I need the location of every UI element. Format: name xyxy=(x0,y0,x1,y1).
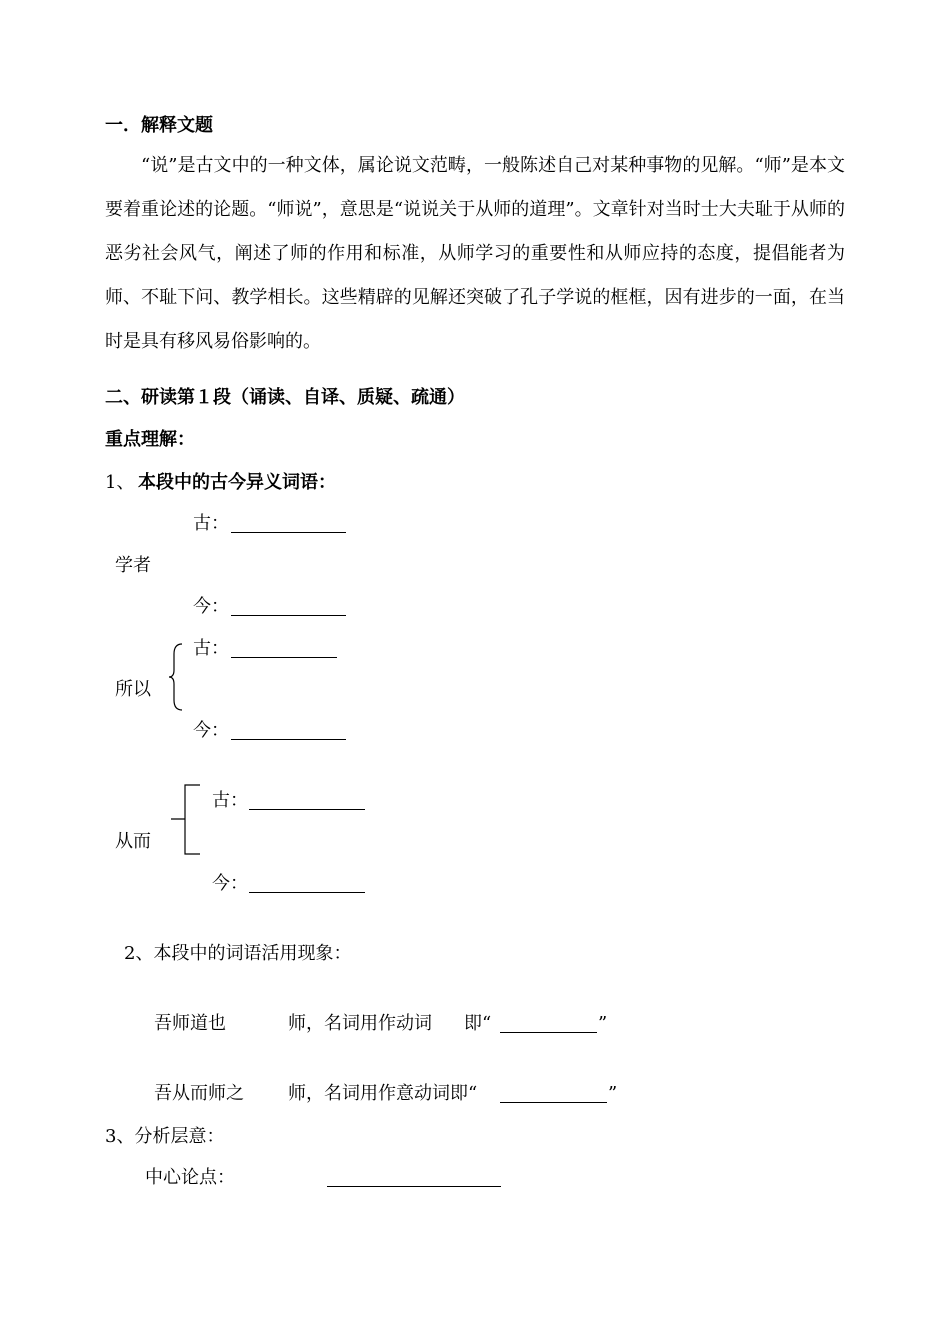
word3: 从而 xyxy=(115,831,151,852)
section1-heading: 一．解释文题 xyxy=(105,115,213,136)
word2-ancient-label: 古： xyxy=(193,638,229,659)
section1-paragraph: “说”是古文中的一种文体，属论说文范畴，一般陈述自己对某种事物的见解。“师”是本文要着重论述的论题。“师说”，意思是“说说关于从师的道理”。文章针对当时士大夫耻于从师的恶劣社会风气，阐述了师的作用和标准，从师学习的重要性和从师应持的态度，提倡能者为师、不耻下问、教学相长。这些精辟的见解还突破了孔子学说的框框，因有进步的一面，在当时是具有移风易俗影响的。 xyxy=(105,155,845,352)
q2-item1-phrase: 吾师道也 xyxy=(154,1013,226,1034)
word3-modern-label: 今： xyxy=(212,873,248,894)
word1: 学者 xyxy=(115,555,151,576)
word3-bracket xyxy=(170,784,202,856)
q3-point-label: 中心论点： xyxy=(145,1167,235,1188)
q2-item2-phrase: 吾从而师之 xyxy=(154,1083,244,1104)
q1-label: 本段中的古今异义词语： xyxy=(138,472,336,493)
q2-label: 2、本段中的词语活用现象： xyxy=(124,943,352,964)
word2: 所以 xyxy=(115,679,151,700)
word3-modern-blank[interactable] xyxy=(249,892,365,893)
section2-subheading: 重点理解： xyxy=(105,429,195,450)
q3-point-blank[interactable] xyxy=(327,1186,501,1187)
word2-ancient-blank[interactable] xyxy=(231,657,337,658)
q1-number: 1、 xyxy=(105,472,135,493)
q2-item1-blank[interactable] xyxy=(500,1032,597,1033)
word1-ancient-label: 古： xyxy=(193,513,229,534)
word2-brace xyxy=(168,642,188,712)
q2-item1-close: ” xyxy=(598,1013,608,1034)
word1-modern-blank[interactable] xyxy=(231,615,346,616)
word3-ancient-label: 古： xyxy=(212,790,248,811)
q2-item2-blank[interactable] xyxy=(500,1102,607,1103)
word3-ancient-blank[interactable] xyxy=(249,809,365,810)
q2-item1-ji: 即“ xyxy=(464,1013,492,1034)
word1-modern-label: 今： xyxy=(193,596,229,617)
q3-label: 3、分析层意： xyxy=(105,1126,225,1147)
word2-modern-label: 今： xyxy=(193,720,229,741)
word1-ancient-blank[interactable] xyxy=(231,532,346,533)
q2-item1-explain: 师，名词用作动词 xyxy=(288,1013,432,1034)
q2-item2-close: ” xyxy=(608,1083,618,1104)
section2-heading: 二、研读第１段（诵读、自译、质疑、疏通） xyxy=(105,387,465,408)
q2-item2-explain: 师，名词用作意动词即“ xyxy=(288,1083,478,1104)
word2-modern-blank[interactable] xyxy=(231,739,346,740)
